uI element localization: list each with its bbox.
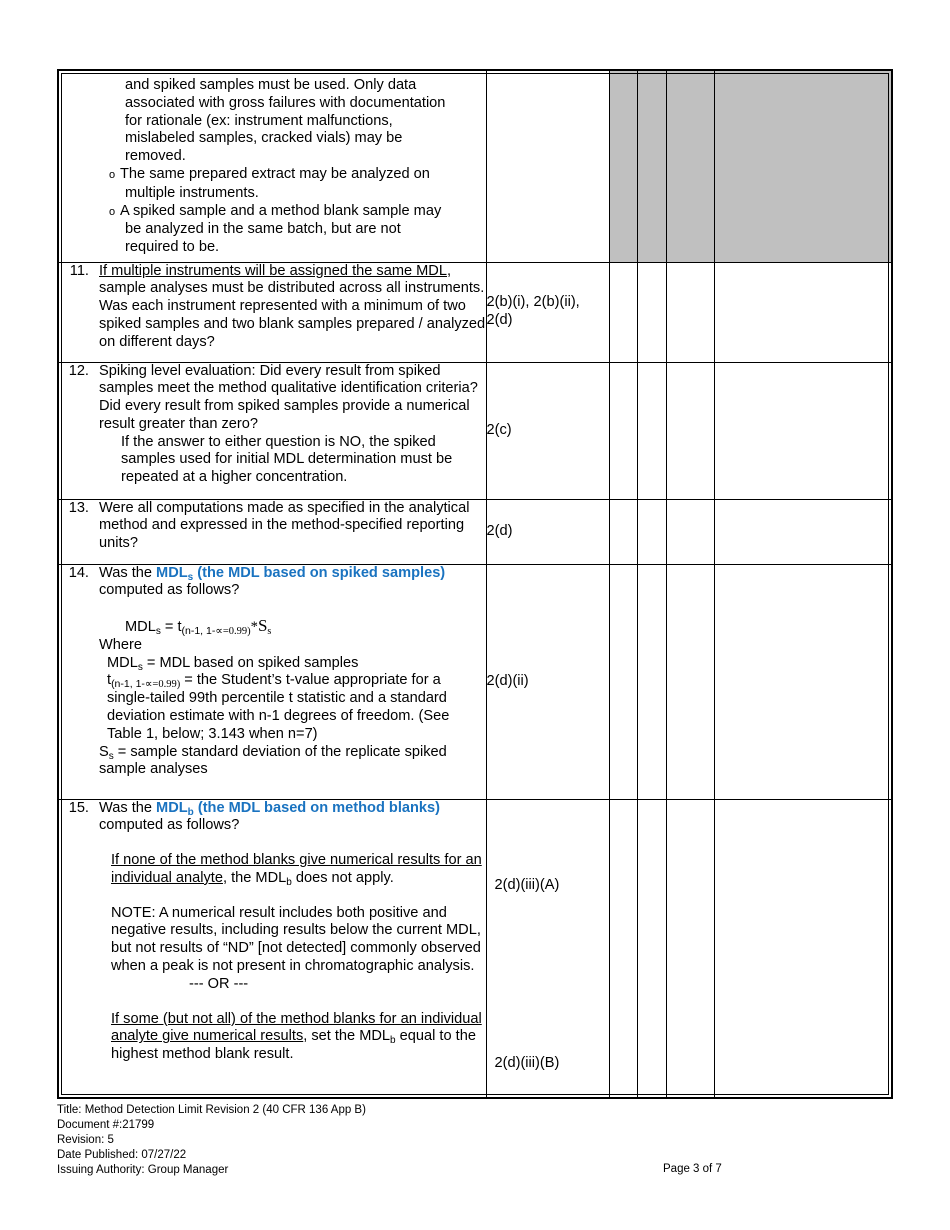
bullet-icon: o	[109, 205, 116, 218]
text-line: for rationale (ex: instrument malfunctions,	[125, 112, 393, 129]
numerical-note: NOTE: A numerical result includes both positive and negative results, including results below the current MDL, but not results of “ND” [not detected] commonly observed when a peak is not present in chromatographic analysis.	[111, 904, 481, 975]
shaded-cell	[609, 70, 637, 262]
question-text: 14. Was the $MDL_s$ (the MDL based on spiked samples)	[68, 564, 446, 583]
formula: $MDL_s = t_{(n-1, 1-\propto=0.99)}*S_s$	[125, 616, 272, 638]
question-text: 12. Spiking level evaluation: Did every result from spiked samples meet the method qualitative identification criteria? Did every result from spiked samples provide a numerical result greater than zero?	[68, 362, 478, 432]
shaded-cell	[714, 70, 892, 262]
table-row	[58, 564, 892, 799]
page-number: Page 3 of 7	[663, 1163, 722, 1175]
check-cell[interactable]	[637, 499, 666, 564]
definition-ss: $S_s$ = sample standard deviation of the replicate spiked sample analyses	[99, 743, 447, 778]
check-cell[interactable]	[609, 362, 637, 499]
check-cell[interactable]	[637, 262, 666, 362]
check-cell[interactable]	[666, 362, 714, 499]
footer-date: Date Published: 07/27/22	[57, 1149, 187, 1161]
comment-cell[interactable]	[714, 262, 892, 362]
question-cell	[58, 564, 486, 799]
question-text-cont: computed as follows?	[99, 817, 240, 834]
bullet-item: o A spiked sample and a method blank sample may	[59, 203, 486, 222]
check-cell[interactable]	[609, 262, 637, 362]
blank-rule-a: If none of the method blanks give numerical results for an individual analyte, the $MDL_b$ does not apply.	[111, 852, 482, 888]
question-cell	[58, 262, 486, 362]
table-row	[58, 799, 892, 1098]
checklist-table	[57, 69, 893, 1099]
shaded-cell	[666, 70, 714, 262]
reference-cell	[486, 70, 609, 262]
text-line: mislabeled samples, cracked vials) may be	[125, 130, 403, 147]
question-text: 15. Was the $MDL_b$ (the MDL based on method blanks)	[68, 799, 441, 818]
check-cell[interactable]	[609, 564, 637, 799]
table-row	[58, 262, 892, 362]
check-cell[interactable]	[666, 499, 714, 564]
footer-title: Title: Method Detection Limit Revision 2 (40 CFR 136 App B)	[57, 1104, 366, 1116]
reference-cell: 2(b)(i), 2(b)(ii), 2(d)	[486, 262, 609, 362]
check-cell[interactable]	[666, 564, 714, 799]
or-separator: --- OR ---	[189, 975, 249, 992]
shaded-cell	[637, 70, 666, 262]
text-line: required to be.	[125, 239, 220, 256]
mdl-s-heading: $MDL_s$ (the MDL based on spiked samples)	[156, 564, 446, 583]
comment-cell[interactable]	[714, 799, 892, 1098]
check-cell[interactable]	[637, 564, 666, 799]
question-cell	[58, 799, 486, 1098]
text-line: removed.	[125, 148, 186, 165]
comment-cell[interactable]	[714, 564, 892, 799]
question-cell	[58, 499, 486, 564]
check-cell[interactable]	[666, 262, 714, 362]
definition-mdls: $MDL_s$ = MDL based on spiked samples	[107, 654, 359, 673]
text-line: and spiked samples must be used. Only data	[125, 77, 417, 93]
question-cell	[58, 70, 486, 262]
text-line: multiple instruments.	[125, 184, 259, 201]
check-cell[interactable]	[637, 362, 666, 499]
reference-cell: 2(c)	[486, 362, 609, 499]
table-row	[58, 70, 892, 262]
question-text: 13. Were all computations made as specified in the analytical method and expressed in the method-specified reporting units?	[68, 499, 470, 552]
comment-cell[interactable]	[714, 499, 892, 564]
bullet-item: o The same prepared extract may be analyzed on	[59, 166, 486, 185]
table-row	[58, 362, 892, 499]
check-cell[interactable]	[609, 799, 637, 1098]
question-note: If the answer to either question is NO, the spiked samples used for initial MDL determination must be repeated at a higher concentration.	[121, 433, 453, 486]
definition-t: $t_{(n-1, 1-\propto=0.99)}$ = the Student’s t-value appropriate for a single-tailed 99th percentile t statistic and a standard deviation estimate with n-1 degrees of freedom. (See Table 1, below; 3.143 when n=7)	[107, 672, 450, 742]
where-label: Where	[99, 636, 142, 653]
footer-document: Document #:21799	[57, 1119, 155, 1131]
reference-a: 2(d)(iii)(A)	[494, 876, 560, 893]
text-line: associated with gross failures with documentation	[125, 94, 446, 111]
reference-b: 2(d)(iii)(B)	[494, 1054, 560, 1071]
comment-cell[interactable]	[714, 362, 892, 499]
reference-cell	[486, 799, 609, 1098]
blank-rule-b: If some (but not all) of the method blanks for an individual analyte give numerical results, set the $MDL_b$ equal to the highest method blank result.	[111, 1010, 482, 1063]
check-cell[interactable]	[637, 799, 666, 1098]
footer-authority: Issuing Authority: Group Manager	[57, 1164, 229, 1176]
check-cell[interactable]	[666, 799, 714, 1098]
question-cell	[58, 362, 486, 499]
question-text: 11. If multiple instruments will be assigned the same MDL, sample analyses must be distributed across all instruments. Was each instrument represented with a minimum of two spiked samples and two blank samples prepared / analyzed on different days?	[69, 262, 486, 350]
reference-cell: 2(d)	[486, 499, 609, 564]
check-cell[interactable]	[609, 499, 637, 564]
reference-cell: 2(d)(ii)	[486, 564, 609, 799]
bullet-icon: o	[109, 168, 116, 181]
footer-revision: Revision: 5	[57, 1134, 114, 1146]
text-line: be analyzed in the same batch, but are not	[125, 221, 401, 238]
document-footer	[57, 1103, 366, 1178]
table-row	[58, 499, 892, 564]
mdl-b-heading: $MDL_b$ (the MDL based on method blanks)	[156, 799, 441, 818]
question-text-cont: computed as follows?	[99, 582, 240, 599]
